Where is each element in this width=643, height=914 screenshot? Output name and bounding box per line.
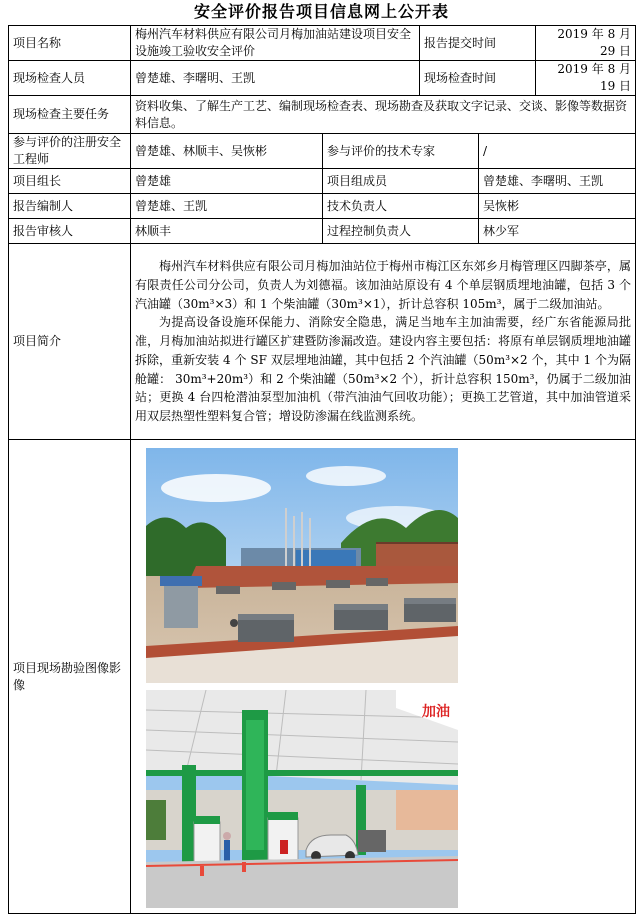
- engineers-label: 参与评价的注册安全工程师: [9, 134, 131, 169]
- tank-site-photo: [146, 448, 458, 683]
- process-label: 过程控制负责人: [323, 219, 479, 244]
- images-label: 项目现场勘验图像影像: [9, 440, 131, 914]
- tasks-label: 现场检查主要任务: [9, 96, 131, 134]
- row-inspectors: [9, 61, 636, 96]
- row-compiler: [9, 194, 636, 219]
- row-project-name: [9, 26, 636, 61]
- row-tasks: [9, 96, 636, 134]
- tech-label: 技术负责人: [323, 194, 479, 219]
- engineers-value: 曾楚雄、林顺丰、吴恢彬: [131, 134, 323, 169]
- compiler-value: 曾楚雄、王凯: [131, 194, 323, 219]
- submit-time-label: 报告提交时间: [420, 26, 536, 61]
- members-value: 曾楚雄、李曙明、王凯: [479, 169, 636, 194]
- fuel-station-image: [146, 690, 458, 908]
- compiler-label: 报告编制人: [9, 194, 131, 219]
- row-intro: [9, 244, 636, 440]
- document-title: 安全评价报告项目信息网上公开表: [193, 2, 449, 21]
- images-cell: [131, 440, 636, 914]
- members-label: 项目组成员: [323, 169, 479, 194]
- project-name-value: 梅州汽车材料供应有限公司月梅加油站建设项目安全设施竣工验收安全评价: [131, 26, 420, 61]
- inspect-time-value: 2019 年 8 月 19 日: [536, 61, 636, 96]
- intro-text: [131, 244, 636, 440]
- process-value: 林少军: [479, 219, 636, 244]
- experts-label: 参与评价的技术专家: [323, 134, 479, 169]
- tech-value: 吴恢彬: [479, 194, 636, 219]
- row-engineers: [9, 134, 636, 169]
- fuel-station-photo: [146, 690, 458, 908]
- intro-paragraph-2: 为提高设备设施环保能力、消除安全隐患，满足当地车主加油需要，经广东省能源局批准，月梅加油站拟进行罐区扩建暨防渗漏改造。建设内容主要包括：将原有单层钢质埋地油罐拆除，重新安装 4 个 SF 双层埋地油罐，其中包括 2 个汽油罐（50m³×2 个，其中 1 个为隔舱罐： 30m³+20m³）和 2 个柴油罐（50m³×2 个），折计总容积 150m³，仍属于二级加油站；更换 4 台四枪潜油泵型加油机（带汽油油气回收功能）；更换工艺管道，其中加油管道采用双层热塑性塑料复合管；增设防渗漏在线监测系统。: [135, 315, 632, 424]
- canopy-sign-text: 加油: [422, 704, 450, 720]
- info-table: [8, 25, 636, 914]
- tasks-value: 资料收集、了解生产工艺、编制现场检查表、现场勘查及获取文字记录、交谈、影像等数据资料信息。: [131, 96, 636, 134]
- submit-time-value: 2019 年 8 月 29 日: [536, 26, 636, 61]
- leader-label: 项目组长: [9, 169, 131, 194]
- reviewer-label: 报告审核人: [9, 219, 131, 244]
- intro-label: 项目简介: [9, 244, 131, 440]
- inspect-time-label: 现场检查时间: [420, 61, 536, 96]
- row-reviewer: [9, 219, 636, 244]
- experts-value: /: [479, 134, 636, 169]
- row-leader: [9, 169, 636, 194]
- tank-site-image: [146, 448, 458, 683]
- inspectors-value: 曾楚雄、李曙明、王凯: [131, 61, 420, 96]
- leader-value: 曾楚雄: [131, 169, 323, 194]
- intro-paragraph-1: 梅州汽车材料供应有限公司月梅加油站位于梅州市梅江区东郊乡月梅管理区四脚茶亭，属有限责任公司分公司，负责人为刘德福。该加油站原设有 4 个单层钢质埋地油罐，包括 3 个汽油罐（30m³×3）和 1 个柴油罐（30m³×1），折计总容积 105m³，属于二级加油站。: [135, 258, 632, 311]
- project-name-label: 项目名称: [9, 26, 131, 61]
- row-images: [9, 440, 636, 914]
- reviewer-value: 林顺丰: [131, 219, 323, 244]
- inspectors-label: 现场检查人员: [9, 61, 131, 96]
